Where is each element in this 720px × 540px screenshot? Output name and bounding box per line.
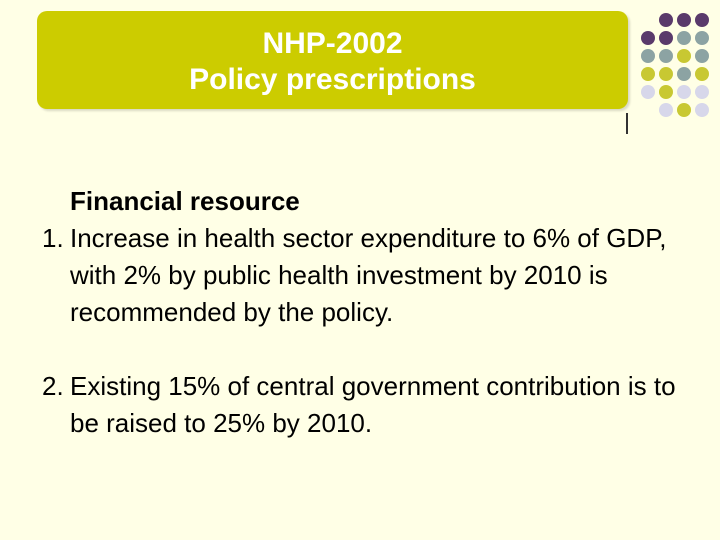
title-line-2: Policy prescriptions [189,63,476,96]
list-item-text: Increase in health sector expenditure to 6% of GDP, with 2% by public health investment by 2010 is recommended by the policy. [70,223,667,327]
decorative-dot [641,85,655,99]
decorative-dot [659,85,673,99]
list-item [42,368,702,442]
decorative-dot [659,31,673,45]
decorative-dot [659,67,673,81]
decorative-dot [659,49,673,63]
decorative-dot [695,103,709,117]
vertical-divider [626,113,628,134]
list-item-text: Existing 15% of central government contribution is to be raised to 25% by 2010. [70,371,676,438]
decorative-dot-grid [639,11,717,121]
title-box [37,11,628,109]
list-item [42,220,702,331]
decorative-dot [695,31,709,45]
decorative-dot [677,49,691,63]
decorative-dot [695,13,709,27]
decorative-dot [695,67,709,81]
decorative-dot [695,85,709,99]
decorative-dot [677,103,691,117]
decorative-dot [677,85,691,99]
decorative-dot [659,103,673,117]
section-heading: Financial resource [70,186,300,216]
decorative-dot [641,49,655,63]
spacer [42,331,702,368]
decorative-dot [641,31,655,45]
decorative-dot [677,13,691,27]
decorative-dot [659,13,673,27]
decorative-dot [677,67,691,81]
slide-body [42,183,702,442]
list-item-number: 1. [42,223,64,253]
decorative-dot [695,49,709,63]
title-line-1: NHP-2002 [262,27,403,60]
list-item-number: 2. [42,371,64,401]
decorative-dot [641,67,655,81]
decorative-dot [677,31,691,45]
